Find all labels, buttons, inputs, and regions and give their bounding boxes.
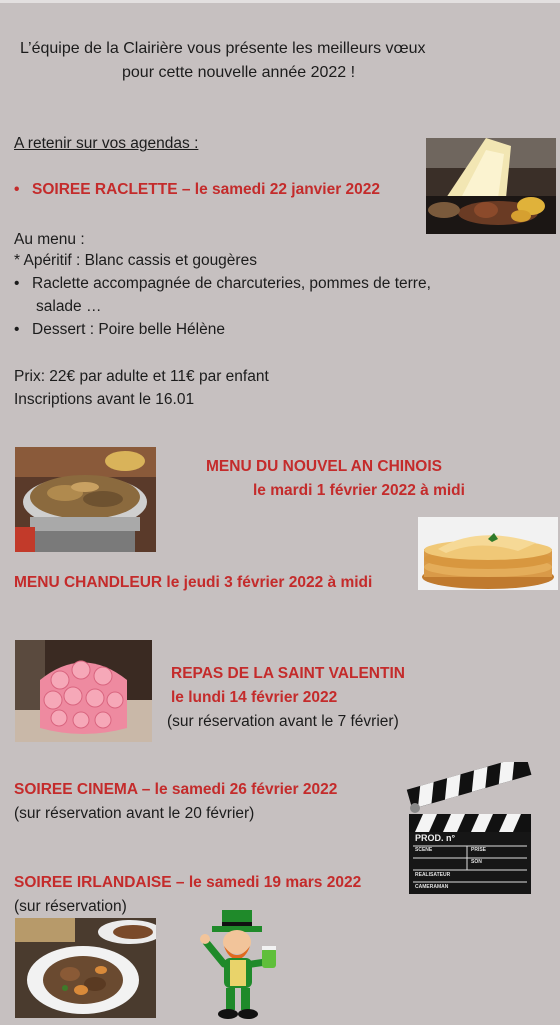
raclette-bullet: • (14, 181, 20, 198)
rose-cake-photo (15, 640, 152, 742)
raclette-item-aperitif: * Apéritif : Blanc cassis et gougères (14, 252, 257, 269)
raclette-item-main-continued: salade … (36, 298, 102, 315)
greeting-line-1: L’équipe de la Clairière vous présente les meilleurs vœux (20, 40, 426, 57)
raclette-price: Prix: 22€ par adulte et 11€ par enfant (14, 368, 269, 385)
cinema-title: SOIREE CINEMA – le samedi 26 février 2022 (14, 781, 338, 798)
irish-note: (sur réservation) (14, 898, 127, 915)
clapper-son-label: SON (471, 859, 482, 865)
greeting-line-2: pour cette nouvelle année 2022 ! (122, 64, 356, 81)
irish-stew-photo (15, 918, 156, 1018)
top-border (0, 0, 560, 3)
valentine-date: le lundi 14 février 2022 (171, 689, 338, 706)
valentine-title: REPAS DE LA SAINT VALENTIN (171, 665, 405, 682)
raclette-title-row (14, 181, 380, 199)
clapper-cameraman-label: CAMERAMAN (415, 884, 449, 890)
irish-title: SOIREE IRLANDAISE – le samedi 19 mars 2022 (14, 874, 362, 891)
raclette-title: SOIREE RACLETTE – le samedi 22 janvier 2022 (32, 181, 381, 198)
clapper-scene-label: SCENE (415, 847, 433, 853)
raclette-deadline: Inscriptions avant le 16.01 (14, 391, 195, 408)
valentine-note: (sur réservation avant le 7 février) (167, 713, 399, 730)
leprechaun-icon (200, 908, 280, 1020)
chinese-new-year-title: MENU DU NOUVEL AN CHINOIS (206, 458, 442, 475)
chinese-dish-photo (15, 447, 156, 552)
raclette-item-main: • Raclette accompagnée de charcuteries, pommes de terre, (14, 275, 431, 292)
chandeleur-title: MENU CHANDLEUR le jeudi 3 février 2022 à midi (14, 574, 373, 591)
clapperboard-icon (405, 762, 535, 894)
agenda-heading: A retenir sur vos agendas : (14, 135, 199, 152)
crepes-photo (418, 517, 558, 590)
raclette-photo (426, 138, 556, 234)
clapper-prod-label: PROD. n° (415, 833, 456, 843)
raclette-item-dessert: • Dessert : Poire belle Hélène (14, 321, 225, 338)
clapper-realisateur-label: REALISATEUR (415, 872, 451, 878)
clapper-prise-label: PRISE (471, 847, 487, 853)
raclette-menu-label: Au menu : (14, 231, 85, 248)
cinema-note: (sur réservation avant le 20 février) (14, 805, 255, 822)
chinese-new-year-date: le mardi 1 février 2022 à midi (253, 482, 465, 499)
